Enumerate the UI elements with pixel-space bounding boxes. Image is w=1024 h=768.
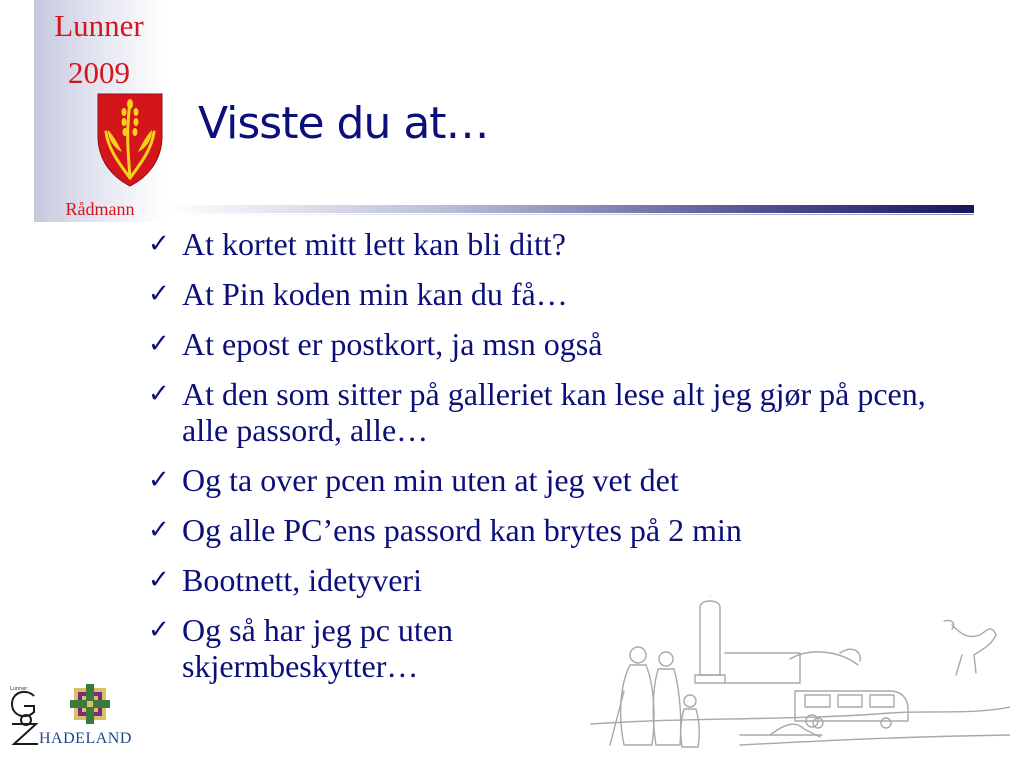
list-item [148, 376, 968, 448]
check-mark-icon: ✓ [148, 615, 170, 645]
list-item-text: Og så har jeg pc uten skjermbeskytter… [182, 612, 454, 684]
list-item [148, 226, 968, 262]
badge-year: 2009 [68, 55, 130, 90]
title-divider-thin [164, 214, 974, 215]
list-item-text: At Pin koden min kan du få… [182, 276, 568, 312]
hadeland-knot-icon [70, 682, 110, 726]
list-item-text: Bootnett, idetyveri [182, 562, 422, 598]
list-item-text: Og ta over pcen min uten at jeg vet det [182, 462, 679, 498]
list-item-text: At epost er postkort, ja msn også [182, 326, 603, 362]
list-item-text: Og alle PC’ens passord kan brytes på 2 min [182, 512, 742, 548]
partner-name: HADELAND [39, 730, 132, 747]
list-item [148, 562, 968, 598]
list-item [148, 612, 582, 684]
list-item [148, 512, 968, 548]
title-divider [164, 205, 974, 213]
list-item [148, 276, 968, 312]
badge-role: Rådmann [65, 199, 135, 219]
check-mark-icon: ✓ [148, 229, 170, 259]
check-mark-icon: ✓ [148, 329, 170, 359]
badge-name: Lunner [54, 8, 144, 43]
list-item [148, 462, 968, 498]
coat-of-arms-icon [96, 92, 164, 188]
check-mark-icon: ✓ [148, 515, 170, 545]
slide-title: Visste du at… [198, 98, 489, 149]
check-mark-icon: ✓ [148, 379, 170, 409]
check-mark-icon: ✓ [148, 565, 170, 595]
check-mark-icon: ✓ [148, 465, 170, 495]
svg-text:Lunner: Lunner [10, 686, 28, 692]
check-mark-icon: ✓ [148, 279, 170, 309]
list-item-text: At den som sitter på galleriet kan lese alt jeg gjør på pcen, alle passord, alle… [182, 376, 926, 448]
municipality-badge [34, 0, 164, 222]
list-item-text: At kortet mitt lett kan bli ditt? [182, 226, 566, 262]
people-sketch-illustration [590, 595, 1010, 765]
list-item [148, 326, 968, 362]
